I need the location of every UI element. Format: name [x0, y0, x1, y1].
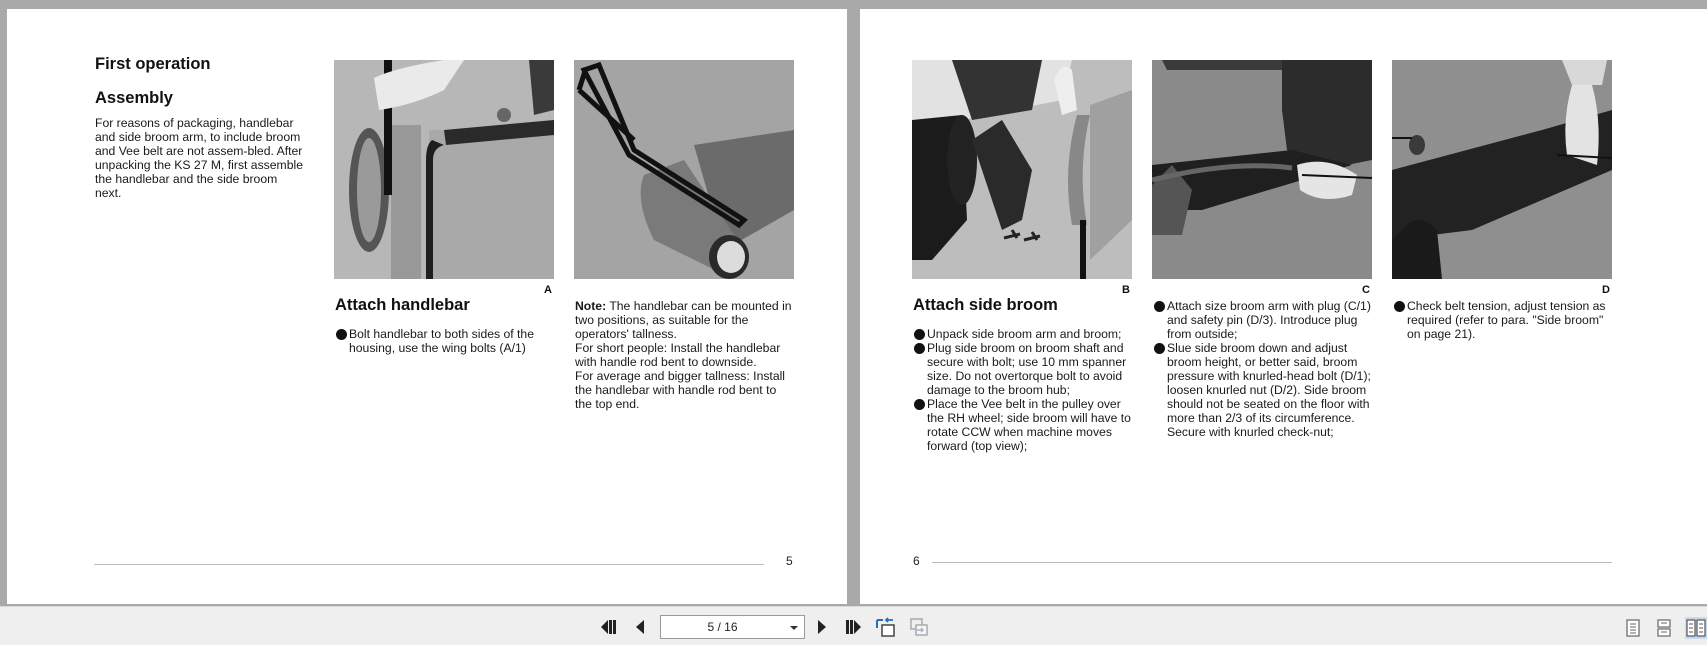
single-page-view-button[interactable] — [1622, 617, 1644, 639]
attach-side-broom-steps — [913, 327, 1138, 453]
last-page-icon — [844, 619, 862, 635]
note-label: Note: — [575, 299, 607, 313]
go-forward-view-button[interactable] — [907, 615, 931, 639]
footer-rule — [94, 564, 764, 565]
step-item: Bolt handlebar to both sides of the housing, use the wing bolts (A/1) — [335, 327, 560, 355]
step-item: Plug side broom on broom shaft and secure with bolt; use 10 mm spanner size. Do not overtorque bolt to avoid damage to the broom hub; — [913, 341, 1138, 397]
page-6 — [860, 9, 1707, 604]
go-back-view-icon — [875, 616, 897, 638]
attach-handlebar-steps — [335, 327, 560, 355]
last-page-button[interactable] — [841, 615, 865, 639]
page-number: 5 — [786, 554, 793, 568]
chevron-down-icon — [790, 626, 798, 630]
continuous-view-button[interactable] — [1653, 617, 1675, 639]
two-page-view-button[interactable] — [1685, 617, 1707, 639]
subsection-heading: Assembly — [95, 89, 173, 107]
go-forward-view-icon — [908, 616, 930, 638]
single-page-icon — [1625, 619, 1641, 637]
step-item: Place the Vee belt in the pulley over the RH wheel; side broom will have to rotate CCW when machine moves forward (top view); — [913, 397, 1138, 453]
handlebar-note — [575, 299, 795, 411]
photo-a-handlebar-mounting — [334, 60, 554, 279]
photo-d-belt-tension — [1392, 60, 1612, 279]
figure-c-label: C — [1362, 284, 1370, 296]
step-item: Unpack side broom arm and broom; — [913, 327, 1138, 341]
two-page-icon — [1686, 619, 1706, 637]
column-c-steps — [1153, 299, 1378, 439]
first-page-button[interactable] — [597, 615, 621, 639]
page-number: 6 — [913, 554, 920, 568]
next-page-button[interactable] — [810, 615, 834, 639]
page-number-select[interactable] — [660, 615, 805, 639]
intro-paragraph: For reasons of packaging, handlebar and side broom arm, to include broom and Vee belt are not assem-bled. After unpacking the KS 27 M, first assemble the handlebar and the side broom next. — [95, 116, 303, 200]
photo-b-side-broom-parts — [912, 60, 1132, 279]
step-item: Slue side broom down and adjust broom height, or better said, broom pressure with knurled-head bolt (D/1); loosen knurled nut (D/2). Side broom should not be seated on the floor with more than 2/3 of its circumference. Secure with knurled check-nut; — [1153, 341, 1378, 439]
first-page-icon — [600, 619, 618, 635]
previous-page-icon — [634, 619, 646, 635]
footer-rule — [932, 562, 1612, 563]
page-5 — [7, 9, 847, 604]
column-d-steps — [1393, 299, 1615, 341]
attach-side-broom-title: Attach side broom — [913, 296, 1058, 314]
continuous-page-icon — [1656, 619, 1672, 637]
next-page-icon — [816, 619, 828, 635]
section-heading: First operation — [95, 55, 211, 73]
note-line: The handlebar can be mounted in two positions, as suitable for the operators' tallness. — [575, 299, 792, 341]
figure-b-label: B — [1122, 284, 1130, 296]
previous-page-button[interactable] — [628, 615, 652, 639]
figure-d-label: D — [1602, 284, 1610, 296]
page-indicator: 5 / 16 — [707, 620, 738, 634]
go-back-view-button[interactable] — [874, 615, 898, 639]
step-item: Check belt tension, adjust tension as required (refer to para. "Side broom" on page 21). — [1393, 299, 1615, 341]
figure-a-label: A — [544, 284, 552, 296]
photo-a-handlebar-overview — [574, 60, 794, 279]
attach-handlebar-title: Attach handlebar — [335, 296, 470, 314]
note-line: For short people: Install the handlebar with handle rod bent to downside. — [575, 341, 781, 369]
step-item: Attach size broom arm with plug (C/1) and safety pin (D/3). Introduce plug from outside; — [1153, 299, 1378, 341]
note-line: For average and bigger tallness: Install the handlebar with handle rod bent to the top end. — [575, 369, 786, 411]
pdf-navigation-toolbar — [0, 606, 1707, 645]
photo-c-broom-arm-plug — [1152, 60, 1372, 279]
